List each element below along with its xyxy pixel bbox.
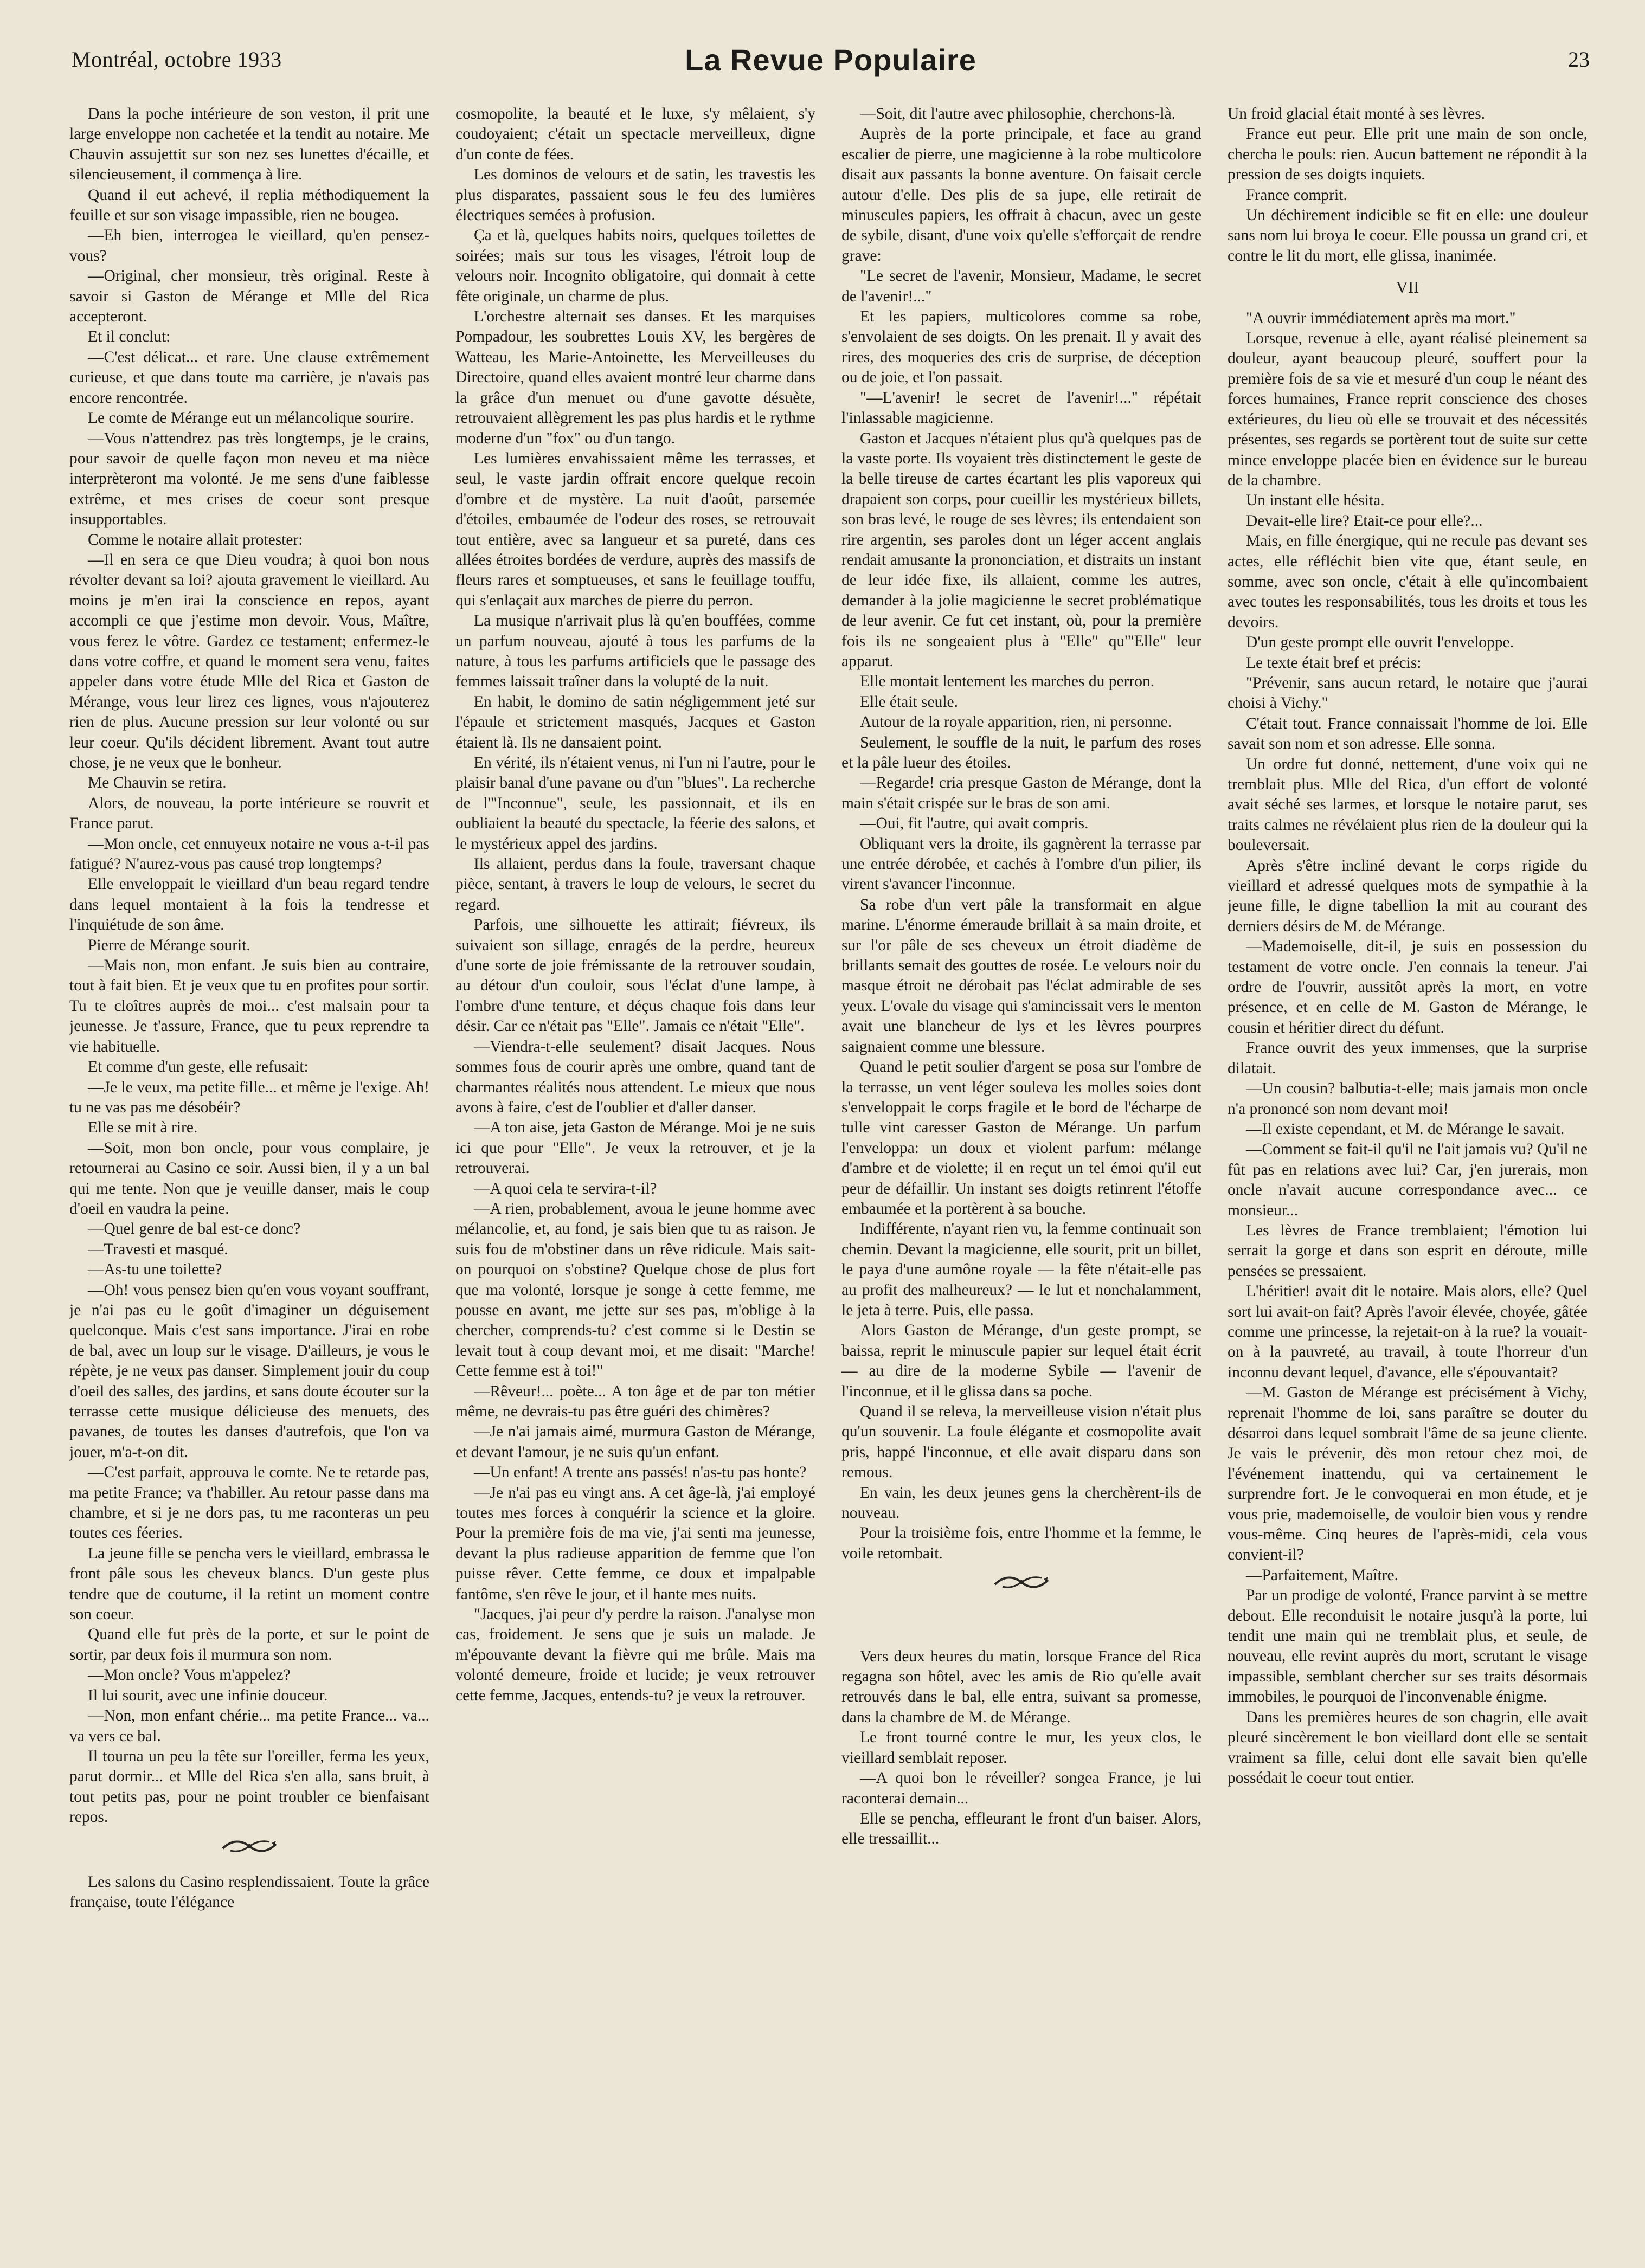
text-column-4 bbox=[1228, 104, 1588, 2248]
paragraph: —Je le veux, ma petite fille... et même je l'exige. Ah! tu ne vas pas me désobéir? bbox=[69, 1078, 429, 1116]
paragraph: Et les papiers, multicolores comme sa robe, s'envolaient de ses doigts. On les prenait. Il y avait des rires, des moqueries des cris de surprise, de déception ou de joie, et l'on passait. bbox=[841, 308, 1201, 386]
paragraph: —Eh bien, interrogea le vieillard, qu'en pensez-vous? bbox=[69, 227, 429, 265]
paragraph: Gaston et Jacques n'étaient plus qu'à quelques pas de la vaste porte. Ils voyaient très distinctement le geste de la belle tireuse de cartes écartant les plis vaporeux qui drapaient son corps, pour cueillir les mystérieux billets, son bras levé, le rouge de ses lèvres; ils entendaient son rire argentin, ses paroles dont un léger accent anglais rendait amusante la prononciation, et distraits un instant de leur idée fixe, ils allaient, comme les autres, demander à la jolie magicienne le secret problématique de leur avenir. Ce fut cet instant, où, pour la première fois ils ne songeaient plus à "Elle" qu'"Elle" leur apparut. bbox=[841, 429, 1201, 670]
paragraph: D'un geste prompt elle ouvrit l'enveloppe. bbox=[1246, 634, 1514, 652]
paragraph: Elle se pencha, effleurant le front d'un baiser. Alors, elle tressaillit... bbox=[841, 1809, 1201, 1848]
paragraph: Le texte était bref et précis: bbox=[1246, 654, 1422, 672]
article-columns bbox=[69, 104, 1588, 2248]
paragraph: "Jacques, j'ai peur d'y perdre la raison. J'analyse mon cas, froidement. Je sens que je suis un malade. Je m'épouvante devant la fièvre qui me brûle. Mais ma volonté demeure, froide et lucide; je veux retrouver cette femme, Jacques, entends-tu? je veux la retrouver. bbox=[455, 1606, 815, 1704]
text-column-2 bbox=[455, 104, 815, 2248]
paragraph: Un instant elle hésita. bbox=[1246, 492, 1385, 510]
paragraph: —Soit, dit l'autre avec philosophie, cherchons-là. bbox=[860, 105, 1176, 123]
paragraph: France eut peur. Elle prit une main de son oncle, chercha le pouls: rien. Aucun battement ne répondit à la pression de ses doigts inquiets. bbox=[1228, 125, 1588, 184]
paragraph: —Parfaitement, Maître. bbox=[1246, 1566, 1398, 1584]
header-page-number: 23 bbox=[1568, 47, 1590, 72]
paragraph: —A rien, probablement, avoua le jeune homme avec mélancolie, et, au fond, je sais bien que tu as raison. Je suis fou de m'obstiner dans un rêve ridicule. Mais sait-on pourquoi on s'obstine? Quelque chose de plus fort que ma volonté, lorsque je songe à cette femme, me pousse en avant, me jette sur ses pas, m'oblige à la chercher, comprends-tu? c'est comme si le Destin se levait tout à coup devant moi, et me disait: "Marche! Cette femme est à toi!" bbox=[455, 1200, 815, 1380]
paragraph: Un ordre fut donné, nettement, d'une voix qui ne tremblait plus. Mlle del Rica, d'un effort de volonté avait séché ses larmes, et lorsque le notaire parut, ses traits calmes ne révélaient plus rien de la douleur qui la bouleversait. bbox=[1228, 755, 1588, 854]
paragraph: Ils allaient, perdus dans la foule, traversant chaque pièce, sentant, à travers le loup de velours, le secret du regard. bbox=[455, 855, 815, 913]
paragraph: Elle se mit à rire. bbox=[88, 1119, 198, 1137]
paragraph: Seulement, le souffle de la nuit, le parfum des roses et la pâle lueur des étoiles. bbox=[841, 733, 1201, 771]
paragraph: C'était tout. France connaissait l'homme de loi. Elle savait son nom et son adresse. Elle sonna. bbox=[1228, 714, 1588, 753]
paragraph: "A ouvrir immédiatement après ma mort." bbox=[1246, 309, 1516, 327]
paragraph: Et il conclut: bbox=[88, 328, 171, 346]
paragraph: Alors Gaston de Mérange, d'un geste prompt, se baissa, reprit le minuscule papier sur lequel était écrit — au dire de la moderne Sybile — l'avenir de l'inconnue, et il le glissa dans sa poche. bbox=[841, 1322, 1201, 1400]
paragraph: Et comme d'un geste, elle refusait: bbox=[88, 1058, 309, 1076]
paragraph: Comme le notaire allait protester: bbox=[88, 531, 303, 549]
paragraph: —Un enfant! A trente ans passés! n'as-tu pas honte? bbox=[474, 1464, 807, 1481]
paragraph: Auprès de la porte principale, et face au grand escalier de pierre, une magicienne à la robe multicolore disait aux passants la bonne aventure. On faisait cercle autour d'elle. Des plis de sa jupe, elle retirait de minuscules papiers, les offrait à chacun, avec un geste de sybile, disant, d'une voix qu'elle s'efforçait de rendre grave: bbox=[841, 125, 1201, 265]
paragraph: Devait-elle lire? Etait-ce pour elle?... bbox=[1246, 512, 1483, 530]
paragraph: —Oui, fit l'autre, qui avait compris. bbox=[860, 815, 1089, 833]
paragraph: Le comte de Mérange eut un mélancolique sourire. bbox=[88, 409, 414, 427]
page-header bbox=[72, 42, 1590, 80]
paragraph: —Un cousin? balbutia-t-elle; mais jamais mon oncle n'a prononcé son nom devant moi! bbox=[1228, 1080, 1588, 1118]
paragraph: Vers deux heures du matin, lorsque France del Rica regagna son hôtel, avec les amis de Rio qu'elle avait retrouvés dans le bal, elle entra, suivant sa promesse, dans la chambre de M. de Mérange. bbox=[841, 1647, 1201, 1726]
paragraph: La musique n'arrivait plus là qu'en bouffées, comme un parfum nouveau, ajouté à tous les parfums de la nature, à tous les parfums artificiels que le passage des femmes laissait traîner dans la volupté de la nuit. bbox=[455, 612, 815, 691]
paragraph: Après s'être incliné devant le corps rigide du vieillard et adressé quelques mots de sympathie à la jeune fille, le digne tabellion la mit au courant des derniers désirs de M. de Mérange. bbox=[1228, 856, 1588, 935]
paragraph: —Vous n'attendrez pas très longtemps, je le crains, pour savoir de quelle façon mon neveu et ma nièce interprèteront ma volonté. Je me sens d'une faiblesse extrême, et mes crises de coeur sont presque insupportables. bbox=[69, 429, 429, 529]
paragraph: Il tourna un peu la tête sur l'oreiller, ferma les yeux, parut dormir... et Mlle del Rica s'en alla, sans bruit, à tout petits pas, pour ne point troubler ce bienfaisant repos. bbox=[69, 1747, 429, 1826]
paragraph: France ouvrit des yeux immenses, que la surprise dilatait. bbox=[1228, 1039, 1588, 1077]
paragraph: Par un prodige de volonté, France parvint à se mettre debout. Elle reconduisit le notaire jusqu'à la porte, lui tendit une main qui ne tremblait plus, et seule, de nouveau, elle revint auprès du mort, scrutant le visage impassible, semblant chercher sur ses traits désormais immobiles, le pourquoi de l'inconvenable énigme. bbox=[1228, 1587, 1588, 1706]
paragraph: La jeune fille se pencha vers le vieillard, embrassa le front pâle sous les cheveux blancs. D'un geste plus tendre que de coutume, il la retint un moment contre son coeur. bbox=[69, 1544, 429, 1623]
paragraph: Pierre de Mérange sourit. bbox=[88, 936, 250, 954]
paragraph: —M. Gaston de Mérange est précisément à Vichy, reprenait l'homme de loi, sans paraître se douter du désarroi dans lequel sombrait l'âme de sa jeune cliente. Je vais le prévenir, dès mon retour chez moi, de l'événement inattendu, qui va certainement le surprendre fort. Je le convoquerai en mon étude, et je vous prie, mademoiselle, de vouloir bien vous y rendre vous-même. Cinq heures de l'après-midi, cela vous convient-il? bbox=[1228, 1384, 1588, 1564]
paragraph: —Mon oncle, cet ennuyeux notaire ne vous a-t-il pas fatigué? N'aurez-vous pas causé trop longtemps? bbox=[69, 835, 429, 873]
paragraph: —Mademoiselle, dit-il, je suis en possession du testament de votre oncle. J'en connais la teneur. J'ai ordre de l'ouvrir, aussitôt après la mort, en votre présence, et en celle de M. Gaston de Mérange, le cousin et héritier direct du défunt. bbox=[1228, 938, 1588, 1036]
paragraph: Les lèvres de France tremblaient; l'émotion lui serrait la gorge et dans son esprit en déroute, mille pensées se pressaient. bbox=[1228, 1221, 1588, 1280]
paragraph: —Mon oncle? Vous m'appelez? bbox=[88, 1666, 291, 1684]
paragraph: Le front tourné contre le mur, les yeux clos, le vieillard semblait reposer. bbox=[841, 1729, 1201, 1767]
paragraph: cosmopolite, la beauté et le luxe, s'y mêlaient, s'y coudoyaient; c'était un spectacle merveilleux, digne d'un conte de fées. bbox=[455, 105, 815, 163]
paragraph: —Viendra-t-elle seulement? disait Jacques. Nous sommes fous de courir après une ombre, quand tant de charmantes réalités nous attendent. Le mieux que nous avons à faire, c'est de l'oublier et d'aller danser. bbox=[455, 1038, 815, 1116]
paragraph: Dans les premières heures de son chagrin, elle avait pleuré sincèrement le bon vieillard dont elle se sentait vraiment sa fille, celui dont elle savait bien qu'elle possédait le coeur tout entier. bbox=[1228, 1708, 1588, 1787]
paragraph: En vérité, ils n'étaient venus, ni l'un ni l'autre, pour le plaisir banal d'une pavane ou d'un "blues". La recherche de l'"Inconnue", seule, les passionnait, et ils en oubliaient la beauté du spectacle, la féerie des salons, et le mystérieux appel des jardins. bbox=[455, 754, 815, 853]
section-number: VII bbox=[1396, 278, 1419, 297]
paragraph: Dans la poche intérieure de son veston, il prit une large enveloppe non cachetée et la tendit au notaire. Me Chauvin assujettit sur son nez ses lunettes d'écaille, et silencieusement, il commença à lire. bbox=[69, 105, 429, 184]
paragraph: —A quoi bon le réveiller? songea France, je lui raconterai demain... bbox=[841, 1769, 1201, 1807]
paragraph: Lorsque, revenue à elle, ayant réalisé pleinement sa douleur, ayant beaucoup pleuré, souffert pour la première fois de sa vie et mesuré d'un coup le néant des forces humaines, France reprit conscience des choses extérieures, du lieu où elle se trouvait et des nécessités présentes, ses regards se portèrent tout de suite sur cette mince enveloppe placée bien en évidence sur le bureau de la chambre. bbox=[1228, 330, 1588, 489]
paragraph: Elle montait lentement les marches du perron. bbox=[860, 673, 1155, 691]
paragraph: —C'est parfait, approuva le comte. Ne te retarde pas, ma petite France; va t'habiller. Au retour passe dans ma chambre, et si je ne dors pas, tu me raconteras un peu toutes ces féeries. bbox=[69, 1464, 429, 1542]
paragraph: —C'est délicat... et rare. Une clause extrêmement curieuse, et que dans toute ma carrière, je n'avais pas encore rencontrée. bbox=[69, 348, 429, 407]
paragraph: Un déchirement indicible se fit en elle: une douleur sans nom lui broya le coeur. Elle poussa un grand cri, et contre le lit du mort, elle glissa, inanimée. bbox=[1228, 207, 1588, 265]
header-magazine-title: La Revue Populaire bbox=[685, 43, 976, 77]
paragraph: L'orchestre alternait ses danses. Et les marquises Pompadour, les soubrettes Louis XV, les bergères de Watteau, les Marie-Antoinette, les Merveilleuses du Directoire, quand elles avaient montré leur charme dans la grâce d'un menuet ou d'une gavotte désuète, retrouvaient allègrement les pas plus hardis et le rythme moderne d'un "fox" ou d'un tango. bbox=[455, 308, 815, 447]
paragraph: Quand il se releva, la merveilleuse vision n'était plus qu'un souvenir. La foule élégante et cosmopolite avait pris, happé l'inconnue, et elle avait disparu dans son remous. bbox=[841, 1403, 1201, 1481]
text-column-3 bbox=[841, 104, 1201, 2248]
paragraph: Il lui sourit, avec une infinie douceur. bbox=[88, 1686, 328, 1704]
paragraph: —A quoi cela te servira-t-il? bbox=[474, 1180, 657, 1197]
paragraph: —Travesti et masqué. bbox=[88, 1240, 228, 1258]
paragraph: "Prévenir, sans aucun retard, le notaire que j'aurai choisi à Vichy." bbox=[1228, 674, 1588, 712]
paragraph: Parfois, une silhouette les attirait; fiévreux, ils suivaient son sillage, enragés de la perdre, heureux d'une sorte de joie frémissante de la retrouver soudain, au détour d'un couloir, sous l'éclat d'une lampe, à l'ombre d'une tenture, et déçus chaque fois dans leur désir. Car ce n'était pas "Elle". Jamais ce n'était "Elle". bbox=[455, 916, 815, 1035]
paragraph: L'héritier! avait dit le notaire. Mais alors, elle? Quel sort lui avait-on fait? Après l'avoir élevée, choyée, gâtée comme une princesse, la rejetait-on à la rue? la vouait-on à la pauvreté, au travail, à toute l'horreur d'un inconnu devant lequel, d'avance, elle s'épouvantait? bbox=[1228, 1283, 1588, 1381]
paragraph: —Je n'ai pas eu vingt ans. A cet âge-là, j'ai employé toutes mes forces à conquérir la science et la gloire. Pour la première fois de ma vie, j'ai senti ma jeunesse, devant la plus radieuse apparition de femme que l'on puisse rêver. Cette femme, ce doux et impalpable fantôme, s'en rêve le jour, et il hante mes nuits. bbox=[455, 1484, 815, 1603]
paragraph: Elle était seule. bbox=[860, 693, 959, 711]
ornament-icon bbox=[841, 1573, 1201, 1597]
paragraph: —Rêveur!... poète... A ton âge et de par ton métier même, ne devrais-tu pas être guéri des chimères? bbox=[455, 1382, 815, 1420]
paragraph: Quand elle fut près de la porte, et sur le point de sortir, par deux fois il murmura son nom. bbox=[69, 1626, 429, 1664]
paragraph: Mais, en fille énergique, qui ne recule pas devant ses actes, elle réfléchit bien vite que, étant seule, en somme, avec son oncle, c'était à elle qu'incombaient avec toutes les responsabilités, tous les droits et tous les devoirs. bbox=[1228, 532, 1588, 631]
paragraph: —Je n'ai jamais aimé, murmura Gaston de Mérange, et devant l'amour, je ne suis qu'un enfant. bbox=[455, 1423, 815, 1461]
paragraph: Les dominos de velours et de satin, les travestis les plus disparates, passaient sous le feu des lumières électriques semées à profusion. bbox=[455, 166, 815, 224]
paragraph: Pour la troisième fois, entre l'homme et la femme, le voile retombait. bbox=[841, 1524, 1201, 1562]
paragraph: —As-tu une toilette? bbox=[88, 1261, 222, 1279]
paragraph: Elle enveloppait le vieillard d'un beau regard tendre dans lequel montaient à la fois la tendresse et l'inquiétude de son âme. bbox=[69, 875, 429, 934]
paragraph: —Original, cher monsieur, très original. Reste à savoir si Gaston de Mérange et Mlle del Rica accepteront. bbox=[69, 267, 429, 326]
paragraph: En habit, le domino de satin négligemment jeté sur l'épaule et strictement masqués, Jacques et Gaston étaient là. Ils ne dansaient point. bbox=[455, 693, 815, 751]
text-column-1 bbox=[69, 104, 429, 2248]
paragraph: —Soit, mon bon oncle, pour vous complaire, je retournerai au Casino ce soir. Aussi bien, il y a un bal qui me tente. Non que je veuille danser, mais le coup d'oeil en vaudra la peine. bbox=[69, 1139, 429, 1217]
paragraph: Sa robe d'un vert pâle la transformait en algue marine. L'énorme émeraude brillait à sa main droite, et sur l'or pâle de ses cheveux un étroit diadème de brillants semait des gouttes de rosée. Le velours noir du masque étroit ne dérobait pas l'éclat admirable de ses yeux. L'ovale du visage qui s'amincissait vers le menton avait une blancheur de lys et les lèvres pourpres saignaient comme une blessure. bbox=[841, 895, 1201, 1055]
header-dateline: Montréal, octobre 1933 bbox=[72, 47, 282, 72]
paragraph: Alors, de nouveau, la porte intérieure se rouvrit et France parut. bbox=[69, 794, 429, 833]
paragraph: Les salons du Casino resplendissaient. Toute la grâce française, toute l'élégance bbox=[69, 1873, 429, 1911]
paragraph: Indifférente, n'ayant rien vu, la femme continuait son chemin. Devant la magicienne, elle sourit, prit un billet, le paya d'une aumône royale — la fête n'était-elle pas au profit des malheureux? — le lut et nonchalamment, le jeta à terre. Puis, elle passa. bbox=[841, 1220, 1201, 1319]
paragraph: En vain, les deux jeunes gens la cherchèrent-ils de nouveau. bbox=[841, 1484, 1201, 1522]
paragraph: —Quel genre de bal est-ce donc? bbox=[88, 1220, 301, 1238]
paragraph: Quand le petit soulier d'argent se posa sur l'ombre de la terrasse, un vent léger souleva les molles soies dont s'enveloppait le corps fragile et le bord de l'écharpe de tulle vint caresser Gaston de Mérange. Un parfum l'enveloppa: un doux et violent parfum: mélange d'ambre et de violette; il en reçut un tel émoi qu'il eut peur de défaillir. Un instant ses doigts retinrent l'étoffe embaumée et la portèrent à sa bouche. bbox=[841, 1058, 1201, 1217]
paragraph: "Le secret de l'avenir, Monsieur, Madame, le secret de l'avenir!..." bbox=[841, 267, 1201, 305]
paragraph: —Regarde! cria presque Gaston de Mérange, dont la main s'était crispée sur le bras de son ami. bbox=[841, 774, 1201, 812]
ornament-icon bbox=[69, 1837, 429, 1861]
paragraph: Un froid glacial était monté à ses lèvres. bbox=[1228, 105, 1486, 123]
paragraph: Obliquant vers la droite, ils gagnèrent la terrasse par une entrée dérobée, et cachés à l'ombre d'un pilier, ils virent s'avancer l'inconnue. bbox=[841, 835, 1201, 893]
paragraph: —Il existe cependant, et M. de Mérange le savait. bbox=[1246, 1120, 1565, 1138]
paragraph: Autour de la royale apparition, rien, ni personne. bbox=[860, 713, 1172, 731]
paragraph: —Comment se fait-il qu'il ne l'ait jamais vu? Qu'il ne fût pas en relations avec lui? Car, j'en jurerais, mon oncle n'avait aucune correspondance avec... ce monsieur... bbox=[1228, 1141, 1588, 1219]
paragraph: Quand il eut achevé, il replia méthodiquement la feuille et sur son visage impassible, rien ne bougea. bbox=[69, 186, 429, 224]
paragraph: Ça et là, quelques habits noirs, quelques toilettes de soirées; mais sur tous les visages, l'étroit loup de velours noir. Incognito obligatoire, qui donnait à cette fête originale, un charme de plus. bbox=[455, 227, 815, 305]
paragraph: —Mais non, mon enfant. Je suis bien au contraire, tout à fait bien. Et je veux que tu en profites pour sortir. Tu te cloîtres auprès de moi... c'est malsain pour ta jeunesse. Je t'assure, France, que tu peux reprendre ta vie habituelle. bbox=[69, 957, 429, 1055]
paragraph: Me Chauvin se retira. bbox=[88, 774, 227, 792]
paragraph: —Il en sera ce que Dieu voudra; à quoi bon nous révolter devant sa loi? ajouta gravement le vieillard. Au moins je m'en irai la conscience en repos, ayant accompli ce que j'estime mon devoir. Vous, Maître, vous ferez le vôtre. Gardez ce testament; enfermez-le dans votre coffre, et quand le moment sera venu, faites appeler dans votre étude Mlle del Rica et Gaston de Mérange, vous leur lirez ces lignes, vous n'ajouterez rien de plus. Aucune pression sur leur volonté ou sur leur coeur. Qu'ils décident librement. Avant tout autre chose, je ne veux que le bonheur. bbox=[69, 551, 429, 771]
paragraph: "—L'avenir! le secret de l'avenir!..." répétait l'inlassable magicienne. bbox=[841, 389, 1201, 427]
paragraph: —Non, mon enfant chérie... ma petite France... va... va vers ce bal. bbox=[69, 1707, 429, 1745]
section-spacer bbox=[841, 1609, 1201, 1647]
paragraph: —A ton aise, jeta Gaston de Mérange. Moi je ne suis ici que pour "Elle". Je veux la retrouver, et je la retrouverai. bbox=[455, 1119, 815, 1177]
paragraph: Les lumières envahissaient même les terrasses, et seul, le vaste jardin offrait encore quelque recoin d'ombre et de mystère. La nuit d'août, parsemée d'étoiles, embaumée de l'odeur des roses, se retrouvait tout entière, avec sa langueur et sa pureté, dans ces allées étroites bordées de verdure, auprès des massifs de fleurs rares et somptueuses, et sans le feuillage touffu, qui s'enlaçait aux marches de pierre du perron. bbox=[455, 449, 815, 609]
paragraph: —Oh! vous pensez bien qu'en vous voyant souffrant, je n'ai pas eu le goût d'imaginer un déguisement quelconque. Mais c'est sans importance. J'irai en robe de bal, avec un loup sur le visage. D'ailleurs, je vous le répète, je ne veux pas danser. Simplement jouir du coup d'oeil des salles, des jardins, et sans doute écouter sur la terrasse cette musique délicieuse des menuets, des pavanes, de toutes les danses d'autrefois, que l'on va jouer, m'a-t-on dit. bbox=[69, 1281, 429, 1461]
paragraph: France comprit. bbox=[1246, 186, 1347, 204]
